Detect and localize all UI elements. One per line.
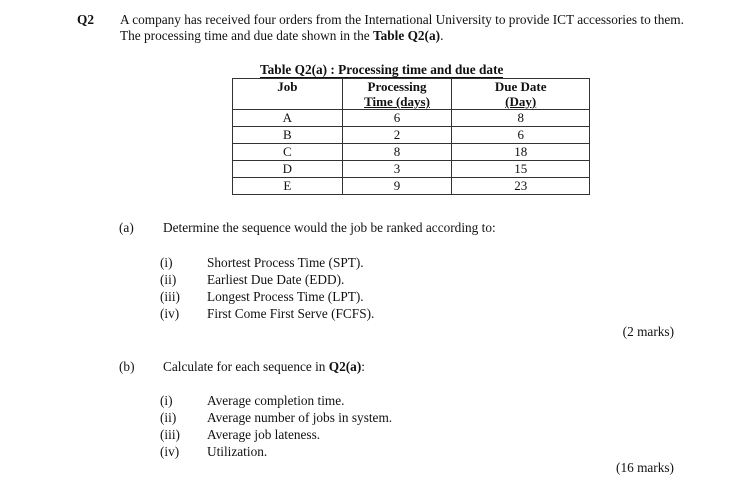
cell-due: 8 (452, 110, 590, 127)
question-text-end: . (440, 28, 444, 43)
part-a-item-text: Longest Process Time (LPT). (207, 289, 364, 304)
part-a-item-text: Shortest Process Time (SPT). (207, 255, 364, 270)
part-a-item-number: (ii) (160, 272, 177, 287)
cell-due: 18 (452, 144, 590, 161)
cell-due: 6 (452, 127, 590, 144)
part-a-item-text: Earliest Due Date (EDD). (207, 272, 345, 287)
table-header-row (233, 79, 590, 110)
cell-processing: 3 (342, 161, 452, 178)
part-b-instruction-plain: Calculate for each sequence in (163, 359, 329, 374)
table-caption-text: Table Q2(a) : Processing time and due date (260, 62, 504, 77)
part-b-label: (b) (119, 359, 135, 374)
part-b-item-text: Average completion time. (207, 393, 345, 408)
cell-job: C (233, 144, 343, 161)
cell-job: A (233, 110, 343, 127)
part-a-item-number: (i) (160, 255, 173, 270)
cell-job: E (233, 178, 343, 195)
processing-table (232, 78, 590, 195)
cell-processing: 9 (342, 178, 452, 195)
part-a-marks: (2 marks) (622, 324, 674, 339)
part-b-item-number: (i) (160, 393, 173, 408)
table-row (233, 144, 590, 161)
part-b-instruction-end: : (361, 359, 365, 374)
part-b-item-text: Utilization. (207, 444, 268, 459)
cell-processing: 6 (342, 110, 452, 127)
table-row (233, 110, 590, 127)
part-b-instruction (163, 359, 365, 375)
part-a-instruction: Determine the sequence would the job be ranked according to: (163, 220, 496, 235)
table-row (233, 178, 590, 195)
part-b-item-number: (iv) (160, 444, 180, 459)
part-b-item-text: Average number of jobs in system. (207, 410, 393, 425)
table-row (233, 161, 590, 178)
table-row (233, 127, 590, 144)
question-text (120, 12, 700, 44)
part-b-item-number: (iii) (160, 427, 180, 442)
header-due-date: Due Date (Day) (452, 79, 590, 110)
question-text-plain: A company has received four orders from the International University to provide ICT accessories to them. The processing time and due date shown in the (120, 12, 684, 43)
cell-due: 23 (452, 178, 590, 195)
cell-processing: 2 (342, 127, 452, 144)
question-table-ref: Table Q2(a) (372, 28, 441, 43)
header-processing-time: Processing Time (days) (342, 79, 452, 110)
part-b-marks: (16 marks) (616, 460, 674, 475)
cell-job: B (233, 127, 343, 144)
part-b-item-text: Average job lateness. (207, 427, 321, 442)
cell-processing: 8 (342, 144, 452, 161)
part-a-item-number: (iii) (160, 289, 180, 304)
part-a-label: (a) (119, 220, 134, 235)
header-job: Job (233, 79, 343, 110)
part-a-item-number: (iv) (160, 306, 180, 321)
cell-due: 15 (452, 161, 590, 178)
part-b-instruction-ref: Q2(a) (328, 359, 362, 374)
part-b-item-number: (ii) (160, 410, 177, 425)
cell-job: D (233, 161, 343, 178)
question-number: Q2 (77, 12, 94, 27)
part-a-item-text: First Come First Serve (FCFS). (207, 306, 375, 321)
table-caption (260, 62, 503, 78)
